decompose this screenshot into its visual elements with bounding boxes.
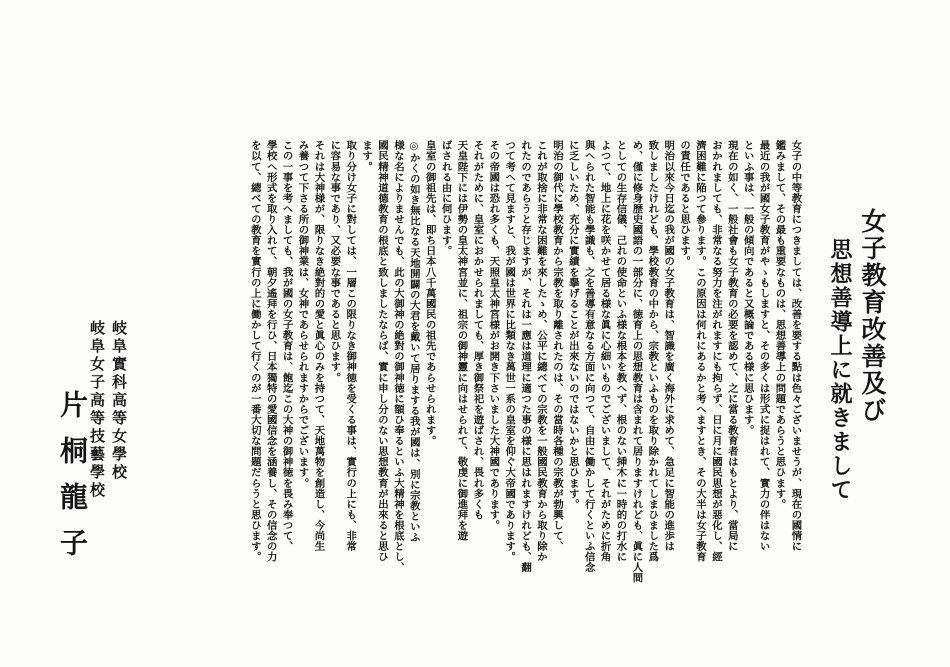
signature-author-name: 片桐龍子 — [56, 390, 89, 574]
body-text-line: 皇室の御祖先は、即ち日本八千萬國民の祖先であらせられます。 — [423, 140, 436, 446]
body-text-line: 様な名によりませんでも、此の大御神の絶對の御神徳に額ひ奉るといふ大精神を根底とし、 — [391, 140, 404, 573]
body-text-line: としての生存信儀、己れの使命といふ様な根本を教へず、根のない挿木に一時的の打水に — [614, 140, 627, 562]
body-text-line: ます。 — [360, 140, 373, 172]
body-text-line: に乏しいため、充分に實績を擧げることが出來ないのではないかと思ひます。 — [566, 140, 579, 510]
body-text-line: に容易な事であり、又必要な事であると思ひます。 — [328, 140, 341, 383]
signature-school-2: 岐阜女子高等技藝學校 — [88, 320, 106, 500]
body-text-line: つて考へて見ますと、我が國は世界に比類なき萬世一系の皇室を仰ぐ大帝國であります。 — [503, 140, 516, 562]
body-text-line: 與へられた智能も學識も、之を善導有意なる方面に向つて、自由に働かして行くといふ信念 — [582, 140, 595, 573]
body-text-line: 女子の中等教育につきましては、改善を要する點は色々ございませうが、現在の國情に — [789, 140, 802, 552]
body-text-line: 鑑みまして、その最も重要なものは、思想善導上の問題であらうと思ひます。 — [773, 140, 786, 510]
body-text-line: ◎かくの如き無比なる天地開闢の大君を戴いて居りまする我が國は、別に宗教といふ — [407, 140, 420, 543]
document-subtitle: 思想善導上に就きまして — [827, 238, 853, 502]
body-text-line: 學校へ形式を取り入れて、朝夕遙拜を行ひ、日本獨特の愛國信念を涵養し、その信念の力 — [264, 140, 277, 562]
body-text-line: ばされる由に伺ひます。 — [439, 140, 452, 257]
body-text-line: の責任であると思ひます。 — [678, 140, 691, 267]
body-text-line: 明治以來今日迄の我が國の女子教育は、智識を廣く海外に求めて、急足に智能の進歩は — [662, 140, 675, 552]
body-text-line: 國民精神道德教育の根底と致しましたならば、實に申し分のない思想教育が出來ると思ひ — [376, 140, 388, 562]
body-text-line: その帝國は恐れ多くも、天照皇太神宮様がお開き下さいました大神國であります。 — [487, 140, 500, 531]
body-text-line: め、僅に修身歴史國語の一部分に、徳育上の思想教育は含まれて居りますけれども、眞に人間 — [630, 140, 643, 584]
body-text-line: よつて、地上に花を咲かせて居る様な眞に心細いものでございまして、それがために折角 — [598, 140, 611, 562]
body-text-line: 天皇陛下には伊勢の皇太神宮並に、祖宗の御神靈に向はせられて、敬虔に御進拜を遊 — [455, 140, 468, 541]
body-text-line: 致しましたけれども、學校教育の中から、宗教といふものを取り除かれてしまひました爲 — [646, 140, 659, 562]
body-text-line: 濟困難に陥つて參ります。この原因は何れにあるかと考へますとき、その大半は女子教育 — [694, 140, 706, 562]
body-text-line: それは大神様が、限りなき絶對的の愛と眞心のみを持つて、天地萬物を創造し、今尚生 — [312, 140, 325, 552]
body-text-line: み養つて下さる所の御神業は、女神であらせられますからでございます。 — [296, 140, 309, 489]
document-title: 女子教育改善及び — [858, 208, 887, 424]
body-text-line: 明治の御代に學校教育から宗教を取り離されたのは、その當時各種の宗教が勃興して、 — [550, 140, 563, 552]
body-text-line: おかれましても、非常なる努力を注がれますにも拘らず、日に月に國民思想が惡化し、經 — [709, 140, 722, 562]
body-text-line: れたのであらうと存じますが、それは一應は道理に適つた事の様に思はれますけれども、翻 — [519, 140, 532, 573]
body-text-line: 最近の我が國女子教育がやゝもしますと、その多くは形式に捉はれて、實力の伴はない — [757, 140, 770, 552]
body-text-line: これが取捨に非常な困難を來したゝめ、公平に總べての宗教を一般國民教育から取り除か — [535, 140, 547, 562]
body-text-line: といふ事は、一般の傾向であると又概論である様に思ひます。 — [741, 140, 754, 436]
body-text-line: 現在の如く、一般社會も女子教育の必要を認めて、之に當る教育者はもとより、當局に — [725, 140, 738, 552]
body-text-line: を以て、總べての教育を實行の上に働かして行くのが一番大切な問題だらうと思ひます。 — [248, 140, 261, 562]
signature-school-1: 岐阜實科高等女學校 — [110, 320, 128, 482]
body-text-line: 取り分け女子に對しては、一層この限りなき御神徳を受くる事は、實行の上にも、非常 — [344, 140, 357, 552]
body-text-line: それがために、皇室におかせられましても、厚き御祭祀を遊ばされ、畏れ多くも — [471, 140, 484, 520]
body-text-line: この一事を考へましても、我が國の女子教育は、飽迄この大神の御神徳を畏み奉つて、 — [280, 140, 293, 552]
